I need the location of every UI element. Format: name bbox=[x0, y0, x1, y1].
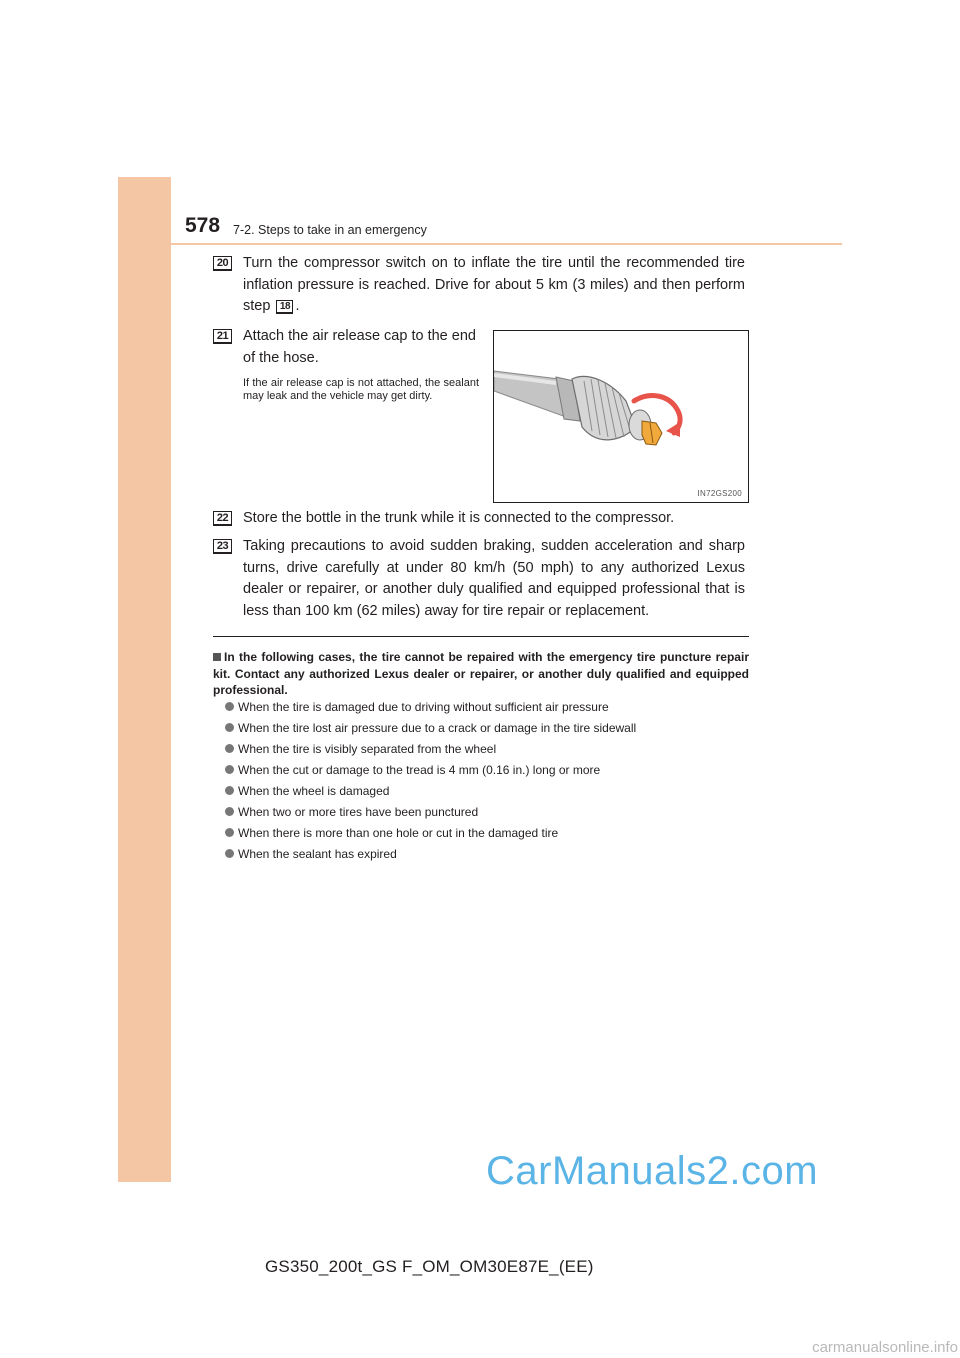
bullet-dot-icon bbox=[225, 744, 234, 753]
step-number-badge: 22 bbox=[213, 511, 232, 526]
ribbed-nut bbox=[572, 376, 636, 439]
figure-code: IN72GS200 bbox=[697, 489, 742, 498]
footer-site-watermark: carmanualsonline.info bbox=[812, 1339, 958, 1356]
bullet-dot-icon bbox=[225, 723, 234, 732]
section-divider bbox=[213, 636, 749, 637]
step-text bbox=[243, 253, 745, 318]
bullet-dot-icon bbox=[225, 807, 234, 816]
step-note: If the air release cap is not attached, the sealant may leak and the vehicle may get dirty. bbox=[243, 377, 479, 402]
watermark-logo: CarManuals2.com bbox=[486, 1149, 819, 1193]
hose-cap-drawing bbox=[494, 331, 748, 502]
page-number: 578 bbox=[185, 214, 221, 237]
bullet-dot-icon bbox=[225, 765, 234, 774]
condition-list bbox=[225, 700, 745, 868]
bullet-dot-icon bbox=[225, 786, 234, 795]
step-reference-badge: 18 bbox=[276, 300, 293, 314]
list-item-text: When two or more tires have been punctured bbox=[238, 805, 479, 819]
step-text: Taking precautions to avoid sudden braking, sudden acceleration and sharp turns, drive carefully at under 80 km/h (50 mph) to any authorized Lexus dealer or repairer, or another duly qualified and equipped professional that is less than 100 km (62 miles) away for tire repair or replacement. bbox=[243, 538, 745, 619]
bullet-dot-icon bbox=[225, 849, 234, 858]
step-text-part: . bbox=[295, 298, 300, 314]
step-text-part: Turn the compressor switch on to inflate the tire until the recommended tire inflation pressure is reached. Drive for about 5 km (3 miles) and then perform step bbox=[243, 255, 745, 314]
list-item-text: When the wheel is damaged bbox=[238, 784, 390, 798]
step-number-badge: 21 bbox=[213, 329, 232, 344]
list-item bbox=[225, 847, 745, 868]
section-title: 7-2. Steps to take in an emergency bbox=[233, 223, 427, 237]
list-item-text: When the tire is visibly separated from the wheel bbox=[238, 742, 497, 756]
list-item bbox=[225, 826, 745, 847]
list-item-text: When the tire is damaged due to driving without sufficient air pressure bbox=[238, 700, 609, 714]
list-item-text: When the cut or damage to the tread is 4 mm (0.16 in.) long or more bbox=[238, 763, 601, 777]
info-heading bbox=[213, 649, 749, 699]
bullet-dot-icon bbox=[225, 828, 234, 837]
step-text: Attach the air release cap to the end of the hose. bbox=[243, 328, 476, 366]
header-rule bbox=[171, 243, 842, 245]
list-item bbox=[225, 805, 745, 826]
list-item-text: When the sealant has expired bbox=[238, 847, 397, 861]
square-bullet-icon bbox=[213, 653, 221, 661]
list-item bbox=[225, 700, 745, 721]
list-item-text: When there is more than one hole or cut in the damaged tire bbox=[238, 826, 559, 840]
step-number-badge: 23 bbox=[213, 539, 232, 554]
list-item-text: When the tire lost air pressure due to a crack or damage in the tire sidewall bbox=[238, 721, 637, 735]
chapter-tab-band bbox=[118, 177, 171, 1182]
list-item bbox=[225, 721, 745, 742]
air-release-cap-illustration bbox=[493, 330, 749, 503]
footer-model-code: GS350_200t_GS F_OM_OM30E87E_(EE) bbox=[265, 1257, 594, 1276]
step-text: Store the bottle in the trunk while it is connected to the compressor. bbox=[243, 510, 675, 526]
info-heading-text: In the following cases, the tire cannot be repaired with the emergency tire puncture repair kit. Contact any authorized Lexus dealer or repairer, or another duly qualified and equipped professional. bbox=[213, 650, 749, 697]
bullet-dot-icon bbox=[225, 702, 234, 711]
step-number-badge: 20 bbox=[213, 256, 232, 271]
list-item bbox=[225, 784, 745, 805]
list-item bbox=[225, 742, 745, 763]
list-item bbox=[225, 763, 745, 784]
